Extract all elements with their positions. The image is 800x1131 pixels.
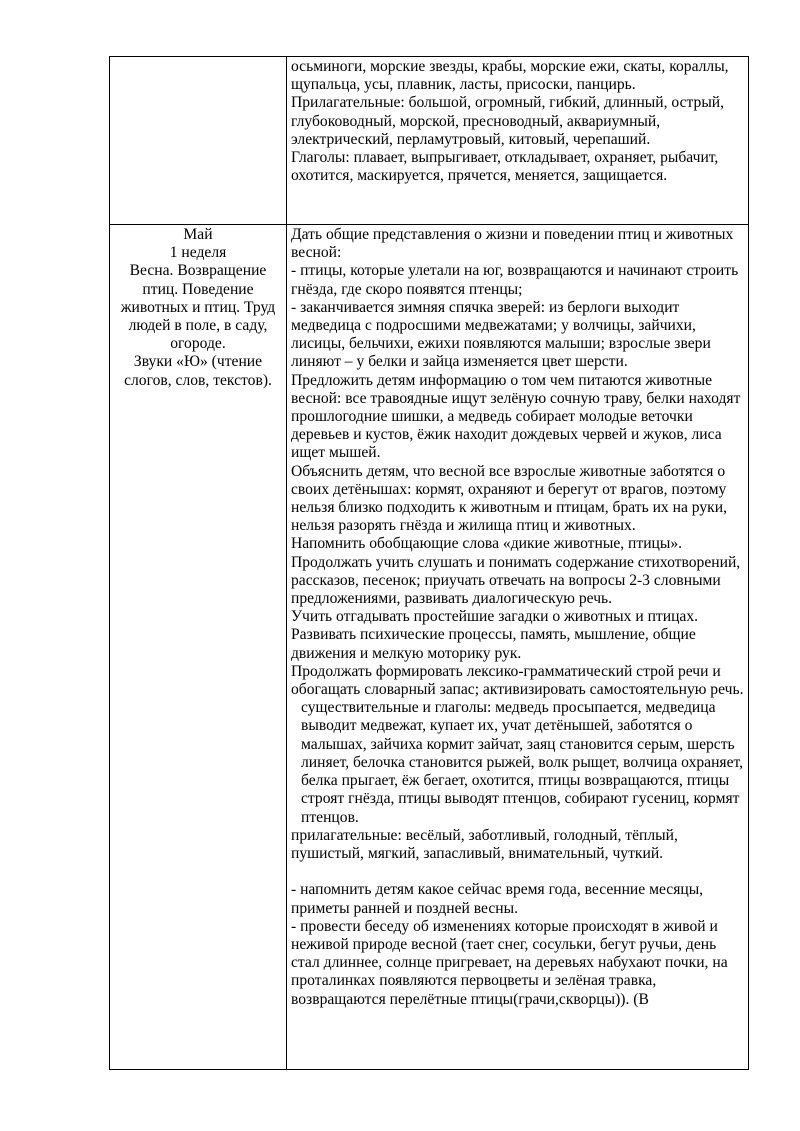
paragraph: Предложить детям информацию о том чем питаются животные весной: все травоядные ищут зелёную сочную траву, белки находят прошлогодние шишки, а медведь собирает молодые веточки деревьев и кустов, ёжик находит дождевых червей и жуков, лиса ищет мышей.: [291, 371, 741, 462]
paragraph: Продолжать учить слушать и понимать содержание стихотворений, рассказов, песенок; приучать отвечать на вопросы 2-3 словными предложениями, развивать диалогическую речь.: [291, 553, 741, 608]
paragraph: Учить отгадывать простейшие загадки о животных и птицах.: [291, 608, 699, 626]
paragraph: - птицы, которые улетали на юг, возвращаются и начинают строить гнёзда, где скоро появятся птенцы;: [291, 262, 739, 298]
paragraph: Прилагательные: большой, огромный, гибкий, длинный, острый, глубоководный, морской, пресноводный, аквариумный, электрический, перламутровый, китовый, черепаший.: [291, 94, 725, 148]
paragraph: осьминоги, морские звезды, крабы, морские ежи, скаты, кораллы, щупальца, усы, плавник, ласты, присоски, панцирь.: [291, 58, 729, 94]
paragraph: Дать общие представления о жизни и поведении птиц и животных весной:: [291, 226, 734, 262]
paragraph: Объяснить детям, что весной все взрослые животные заботятся о своих детёнышах: кормят, охраняют и берегут от врагов, поэтому нельзя близко подходить к животным и птицам, брать их на руки, нельзя разорять гнёзда и жилища птиц и животных.: [291, 462, 727, 535]
week-label: 1 неделя: [169, 244, 227, 262]
paragraph: Напомнить обобщающие слова «дикие животные, птицы».: [291, 535, 683, 553]
blank-line: [291, 863, 744, 881]
content-cell: [287, 225, 749, 1070]
sounds-label: Звуки «Ю» (чтение слогов, слов, текстов).: [124, 353, 272, 389]
content-cell: [287, 57, 749, 225]
period-cell: [110, 57, 287, 225]
paragraph: прилагательные: весёлый, заботливый, голодный, тёплый, пушистый, мягкий, запасливый, внимательный, чуткий.: [291, 826, 678, 862]
paragraph: существительные и глаголы: медведь просыпается, медведица выводит медвежат, купает их, учат детёнышей, заботятся о малышах, зайчиха кормит зайчат, заяц становится серым, шерсть линяет, белочка становится рыжей, волк рыщет, волчица охраняет, белка прыгает, ёж бегает, охотится, птицы возвращаются, птицы строят гнёзда, птицы выводят птенцов, собирают гусениц, кормят птенцов.: [301, 699, 744, 826]
paragraph: - напомнить детям какое сейчас время года, весенние месяцы, приметы ранней и поздней весны.: [291, 881, 704, 917]
paragraph: - заканчивается зимняя спячка зверей: из берлоги выходит медведица с подросшими медвежатами; у волчицы, зайчихи, лисицы, бельчихи, ежихи появляются малыши; взрослые звери линяют – у белки и зайца изменяется цвет шерсти.: [291, 298, 711, 371]
table-row: [110, 57, 749, 225]
topic-label: Весна. Возвращение птиц. Поведение животных и птиц. Труд людей в поле, в саду, огороде.: [120, 262, 276, 353]
lesson-plan-table: [109, 56, 749, 1070]
period-cell: [110, 225, 287, 1070]
paragraph: Продолжать формировать лексико-грамматический строй речи и обогащать словарный запас; активизировать самостоятельную речь.: [291, 662, 744, 699]
paragraph: - провести беседу об изменениях которые происходят в живой и неживой природе весной (тает снег, сосульки, бегут ручьи, день стал длиннее, солнце пригревает, на деревьях набухают почки, на проталинках появляются первоцветы и зелёная травка, возвращаются перелётные птицы(грачи,скворцы)). (В: [291, 917, 728, 1008]
paragraph: Развивать психические процессы, память, мышление, общие движения и мелкую моторику рук.: [291, 626, 696, 662]
paragraph: Глаголы: плавает, выпрыгивает, откладывает, охраняет, рыбачит, охотится, маскируется, прячется, меняется, защищается.: [291, 149, 719, 185]
table-row: [110, 225, 749, 1070]
month-label: Май: [183, 226, 213, 243]
